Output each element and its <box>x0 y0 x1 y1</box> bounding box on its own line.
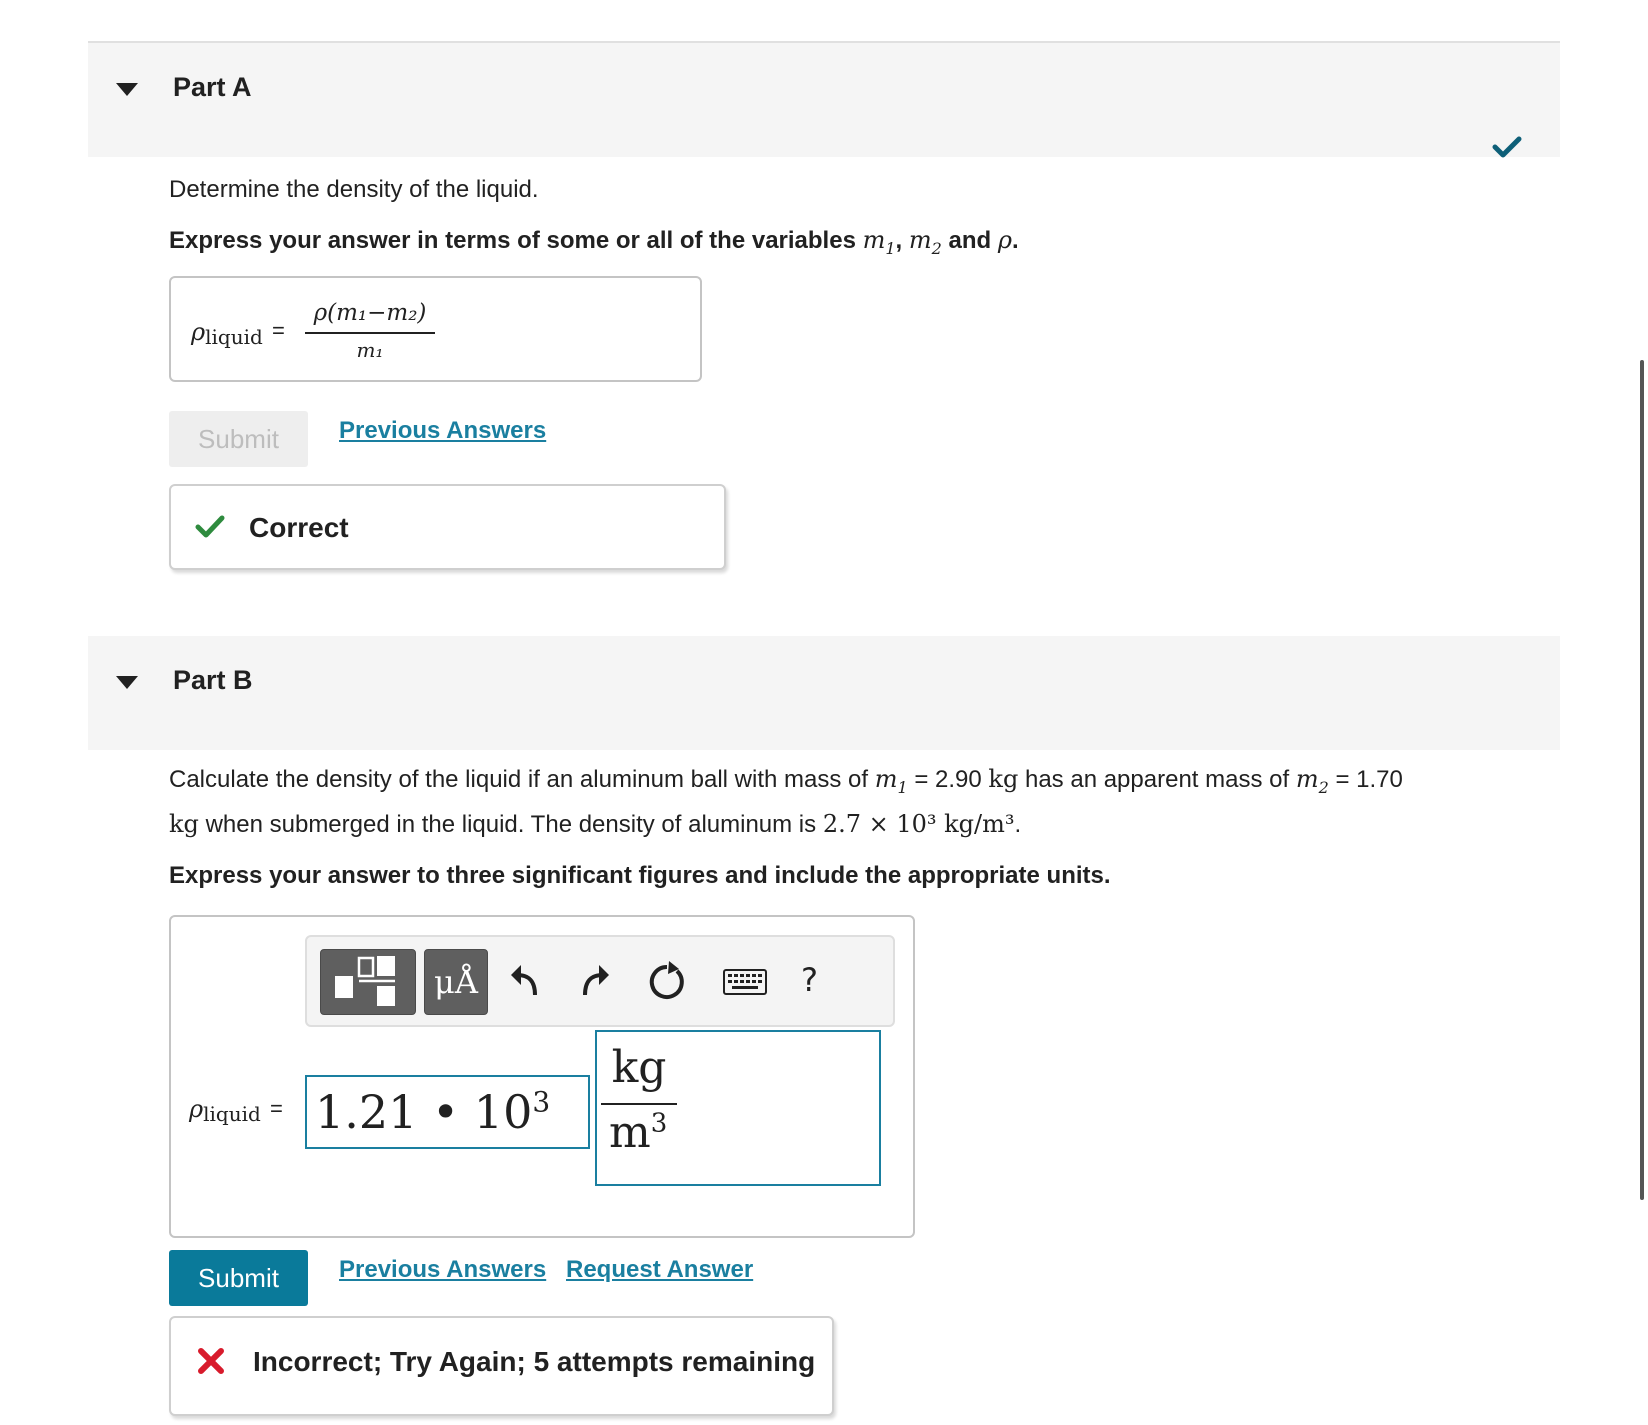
unit-numerator: kg <box>601 1042 677 1105</box>
reset-icon[interactable] <box>647 959 687 1003</box>
collapse-caret-icon[interactable] <box>116 676 138 689</box>
part-a-previous-answers-link[interactable]: Previous Answers <box>339 417 547 444</box>
undo-icon[interactable] <box>507 961 543 1001</box>
scrollbar-thumb[interactable] <box>1640 360 1644 1200</box>
redo-icon[interactable] <box>577 961 613 1001</box>
part-a-header[interactable] <box>88 41 1560 157</box>
request-answer-link[interactable]: Request Answer <box>566 1256 754 1283</box>
part-a-feedback <box>169 484 726 570</box>
part-b-title: Part B <box>173 665 253 695</box>
feedback-text: Correct <box>249 512 349 543</box>
part-a-instruction: Express your answer in terms of some or all of the variables $m_1$, $m_2$ and ρ. <box>169 226 1019 258</box>
part-b-instruction: Express your answer to three significant figures and include the appropriate units. <box>169 862 1111 889</box>
units-button[interactable]: μÅ <box>424 949 488 1015</box>
correct-check-icon <box>195 514 225 540</box>
fraction-numerator: ρ(m₁−m₂) <box>305 300 435 334</box>
part-b-header[interactable] <box>88 636 1560 750</box>
part-a-prompt: Determine the density of the liquid. <box>169 176 539 203</box>
collapse-caret-icon[interactable] <box>116 83 138 96</box>
rho-liquid-label: $\rho_{liquid}$ <box>189 1095 261 1126</box>
part-a-submit-button: Submit <box>169 411 308 467</box>
rho-liquid-label: $\rho_{liquid}$ <box>191 318 263 349</box>
fraction-denominator: m₁ <box>356 338 384 362</box>
unit-denominator: $m^3$ <box>609 1107 668 1158</box>
templates-icon <box>321 950 415 1014</box>
unit-fraction <box>601 1042 677 1158</box>
equals-sign: = <box>272 318 285 343</box>
incorrect-x-icon <box>198 1348 224 1374</box>
part-b-feedback <box>169 1316 834 1416</box>
part-b-prompt: Calculate the density of the liquid if an aluminum ball with mass of $m_1 = 2.90$ kg has an apparent mass of $m_2 = 1.70$ kg when submerged in the liquid. The density of aluminum is 2.7 × 10³ kg/m³. <box>169 765 1403 838</box>
part-a-title: Part A <box>173 72 252 102</box>
equals-sign: = <box>270 1096 283 1121</box>
part-b-submit-button[interactable]: Submit <box>169 1250 308 1306</box>
value-text: 1.21 • $10^3$ <box>315 1085 551 1139</box>
part-a-answer-box <box>169 276 702 382</box>
part-b-previous-answers-link[interactable]: Previous Answers <box>339 1256 547 1283</box>
math-toolbar <box>305 935 895 1027</box>
feedback-text: Incorrect; Try Again; 5 attempts remaining <box>253 1346 816 1377</box>
help-button[interactable]: ? <box>801 961 818 999</box>
value-input[interactable] <box>305 1075 590 1149</box>
keyboard-icon[interactable] <box>723 969 767 995</box>
answer-fraction <box>305 300 435 362</box>
units-input[interactable] <box>595 1030 881 1186</box>
part-complete-check-icon <box>1492 135 1522 159</box>
templates-button[interactable] <box>320 949 416 1015</box>
